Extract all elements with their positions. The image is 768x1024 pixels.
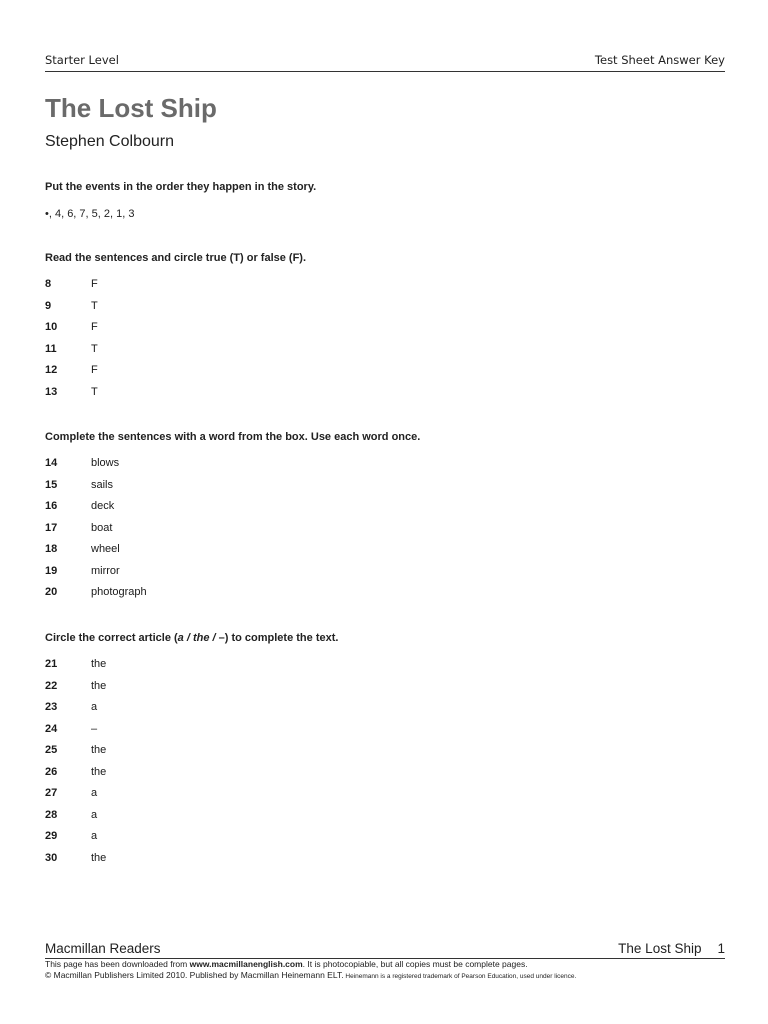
answer-row <box>45 852 725 874</box>
instruction-suffix: –) to complete the text. <box>215 632 339 644</box>
answer-text: photograph <box>91 586 147 598</box>
question-number: 28 <box>45 808 58 821</box>
answer-row <box>45 321 725 343</box>
order-sequence: •, 4, 6, 7, 5, 2, 1, 3 <box>45 208 135 220</box>
answer-row <box>45 565 725 587</box>
answer-text: the <box>91 679 107 692</box>
answer-row <box>45 680 725 702</box>
section-word-box <box>45 431 725 608</box>
running-header <box>45 53 725 69</box>
question-number: 29 <box>45 830 58 842</box>
answer-text: boat <box>91 521 113 534</box>
answer-row <box>45 457 725 479</box>
answer-text: mirror <box>91 564 120 577</box>
answer-row <box>45 787 725 809</box>
running-footer <box>45 941 725 957</box>
section-instruction: Complete the sentences with a word from the box. Use each word once. <box>45 431 421 443</box>
instruction-prefix: Circle the correct article ( <box>45 632 178 644</box>
answer-text: a <box>91 787 98 799</box>
notice-suffix: . It is photocopiable, but all copies must be complete pages. <box>302 959 528 969</box>
section-instruction: Put the events in the order they happen in the story. <box>45 181 317 193</box>
level-label: Starter Level <box>45 53 119 67</box>
question-number: 14 <box>45 457 58 469</box>
answer-text: F <box>91 278 98 290</box>
question-number: 10 <box>45 321 58 333</box>
footer-right <box>618 941 725 956</box>
page-title: The Lost Ship <box>45 93 217 123</box>
answer-text: a <box>91 808 98 821</box>
section-true-false <box>45 252 725 407</box>
answer-text: the <box>91 851 107 864</box>
answer-row <box>45 809 725 831</box>
answer-text: T <box>91 385 98 398</box>
question-number: 27 <box>45 787 58 799</box>
answer-text: sails <box>91 478 114 491</box>
section-articles <box>45 632 725 873</box>
question-number: 18 <box>45 543 58 555</box>
series-name: Macmillan Readers <box>45 941 161 956</box>
book-title: The Lost Ship <box>618 941 702 956</box>
question-number: 13 <box>45 385 58 398</box>
header-rule <box>45 71 725 72</box>
question-number: 8 <box>45 278 52 290</box>
download-notice <box>45 959 528 969</box>
answer-row <box>45 522 725 544</box>
question-number: 16 <box>45 500 58 512</box>
answer-row <box>45 543 725 565</box>
question-number: 15 <box>45 478 58 491</box>
answer-row <box>45 586 725 608</box>
answer-text: F <box>91 364 98 376</box>
section-instruction: Read the sentences and circle true (T) or false (F). <box>45 252 307 264</box>
notice-prefix: This page has been downloaded from <box>45 959 190 969</box>
answer-row <box>45 300 725 322</box>
answer-text: T <box>91 299 98 312</box>
answer-text: F <box>91 321 98 333</box>
answer-row <box>45 830 725 852</box>
answer-text: a <box>91 701 98 713</box>
answer-row <box>45 744 725 766</box>
answer-text: a <box>91 830 98 842</box>
answer-text: the <box>91 744 107 756</box>
instruction-italic: a / the / <box>177 632 216 644</box>
answer-text: T <box>91 342 98 355</box>
question-number: 26 <box>45 765 58 778</box>
question-number: 9 <box>45 299 52 312</box>
author-name: Stephen Colbourn <box>45 133 174 150</box>
answer-row <box>45 343 725 365</box>
answer-text: deck <box>91 500 115 512</box>
answer-row <box>45 701 725 723</box>
question-number: 11 <box>45 342 57 355</box>
answer-text: wheel <box>91 543 120 555</box>
answer-row <box>45 766 725 788</box>
question-number: 24 <box>45 722 58 735</box>
answer-text: blows <box>91 457 120 469</box>
answer-row <box>45 723 725 745</box>
question-number: 20 <box>45 586 58 598</box>
question-number: 19 <box>45 564 58 577</box>
answer-row <box>45 500 725 522</box>
question-number: 30 <box>45 851 58 864</box>
page-number: 1 <box>717 941 725 956</box>
section-ordering <box>45 181 725 220</box>
answer-row <box>45 479 725 501</box>
answer-row <box>45 278 725 300</box>
trademark-note: Heinemann is a registered trademark of Pearson Education, used under licence. <box>343 973 577 980</box>
section-instruction <box>45 632 725 644</box>
doc-type-label: Test Sheet Answer Key <box>594 53 725 67</box>
answer-text: – <box>91 722 98 735</box>
answer-text: the <box>91 765 107 778</box>
answer-row <box>45 386 725 408</box>
answer-row <box>45 658 725 680</box>
answer-text: the <box>91 658 107 670</box>
question-number: 25 <box>45 744 58 756</box>
question-number: 22 <box>45 679 58 692</box>
question-number: 17 <box>45 521 58 534</box>
copyright-notice <box>45 970 576 980</box>
answer-row <box>45 364 725 386</box>
publisher-link[interactable]: www.macmillanenglish.com <box>189 959 303 969</box>
question-number: 12 <box>45 364 58 376</box>
question-number: 23 <box>45 701 58 713</box>
question-number: 21 <box>45 658 58 670</box>
copyright-main: © Macmillan Publishers Limited 2010. Published by Macmillan Heinemann ELT. <box>45 970 344 980</box>
